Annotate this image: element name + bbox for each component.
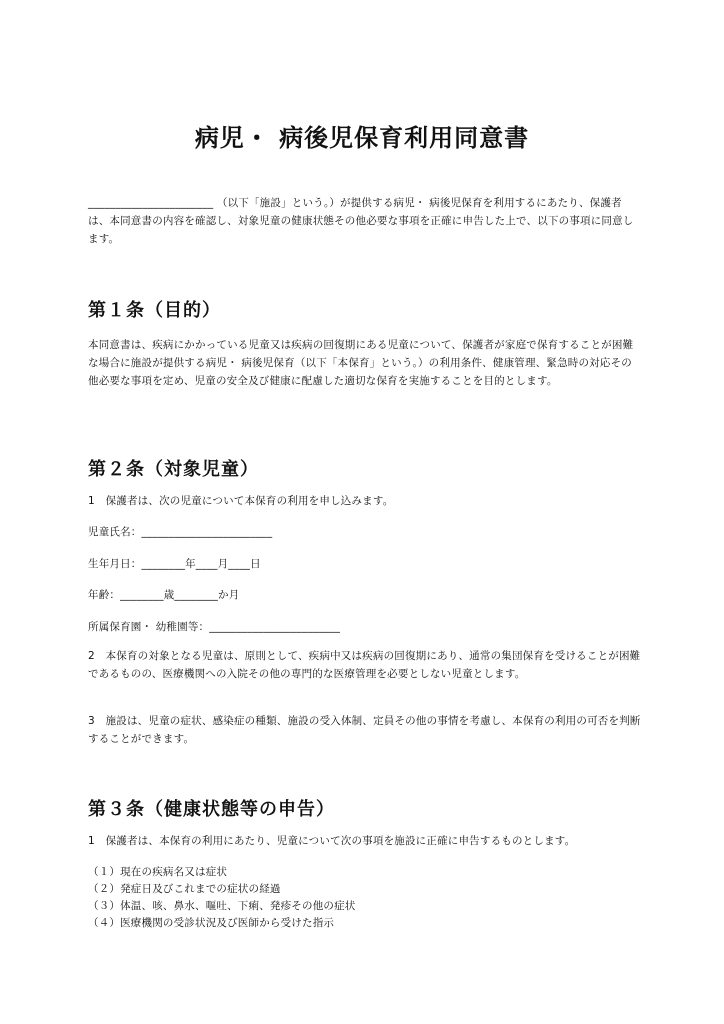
child-name-field: 児童氏名：________________________: [88, 526, 273, 538]
intro-paragraph: _______________________ （以下「施設」という。）が提供する病児・ 病後児保育を利用するにあたり、保護者は、本同意書の内容を確認し、対象児童の健康状態その他必要な事項を正確に申告した上で、以下の事項に同意します。: [88, 197, 634, 245]
list-item: （４）医療機関の受診状況及び医師から受けた指示: [88, 917, 335, 929]
birth-date-field: 生年月日：________年____月____日: [88, 558, 261, 570]
article-2-item-3: 3 施設は、児童の症状、感染症の種類、施設の受入体制、定員その他の事情を考慮し、本保育の利用の可否を判断することができます。: [88, 715, 641, 745]
article-2-item-1: 1 保護者は、次の児童について本保育の利用を申し込みます。: [88, 495, 394, 507]
document-title: 病児・ 病後児保育利用同意書: [194, 124, 530, 152]
article-2-item-2: 2 本保育の対象となる児童は、原則として、疾病中又は疾病の回復期にあり、通常の集団保育を受けることが困難であるものの、医療機関への入院その他の専門的な医療管理を必要としない児童とします。: [88, 650, 641, 680]
nursery-field: 所属保育園・ 幼稚園等：________________________: [88, 621, 341, 633]
list-item: （２）発症日及びこれまでの症状の経過: [88, 883, 281, 895]
article-3-item-1: 1 保護者は、本保育の利用にあたり、児童について次の事項を施設に正確に申告するものとします。: [88, 835, 576, 847]
article-1-heading: 第１条（目的）: [88, 300, 221, 321]
article-3-heading: 第３条（健康状態等の申告）: [88, 799, 335, 820]
list-item: （３）体温、咳、鼻水、嘔吐、下痢、発疹その他の症状: [88, 900, 356, 912]
article-2-heading: 第２条（対象児童）: [88, 459, 259, 480]
article-1-body: 本同意書は、疾病にかかっている児童又は疾病の回復期にある児童について、保護者が家庭で保育することが困難な場合に施設が提供する病児・ 病後児保育（以下「本保育」という。）の利用条件、健康管理、緊急時の対応その他必要な事項を定め、児童の安全及び健康に配慮した適切な保育を実施することを目的とします。: [88, 339, 634, 387]
list-item: （１）現在の疾病名又は症状: [88, 866, 228, 878]
symptom-list: [88, 864, 356, 932]
age-field: 年齢：________歳________か月: [88, 589, 240, 601]
